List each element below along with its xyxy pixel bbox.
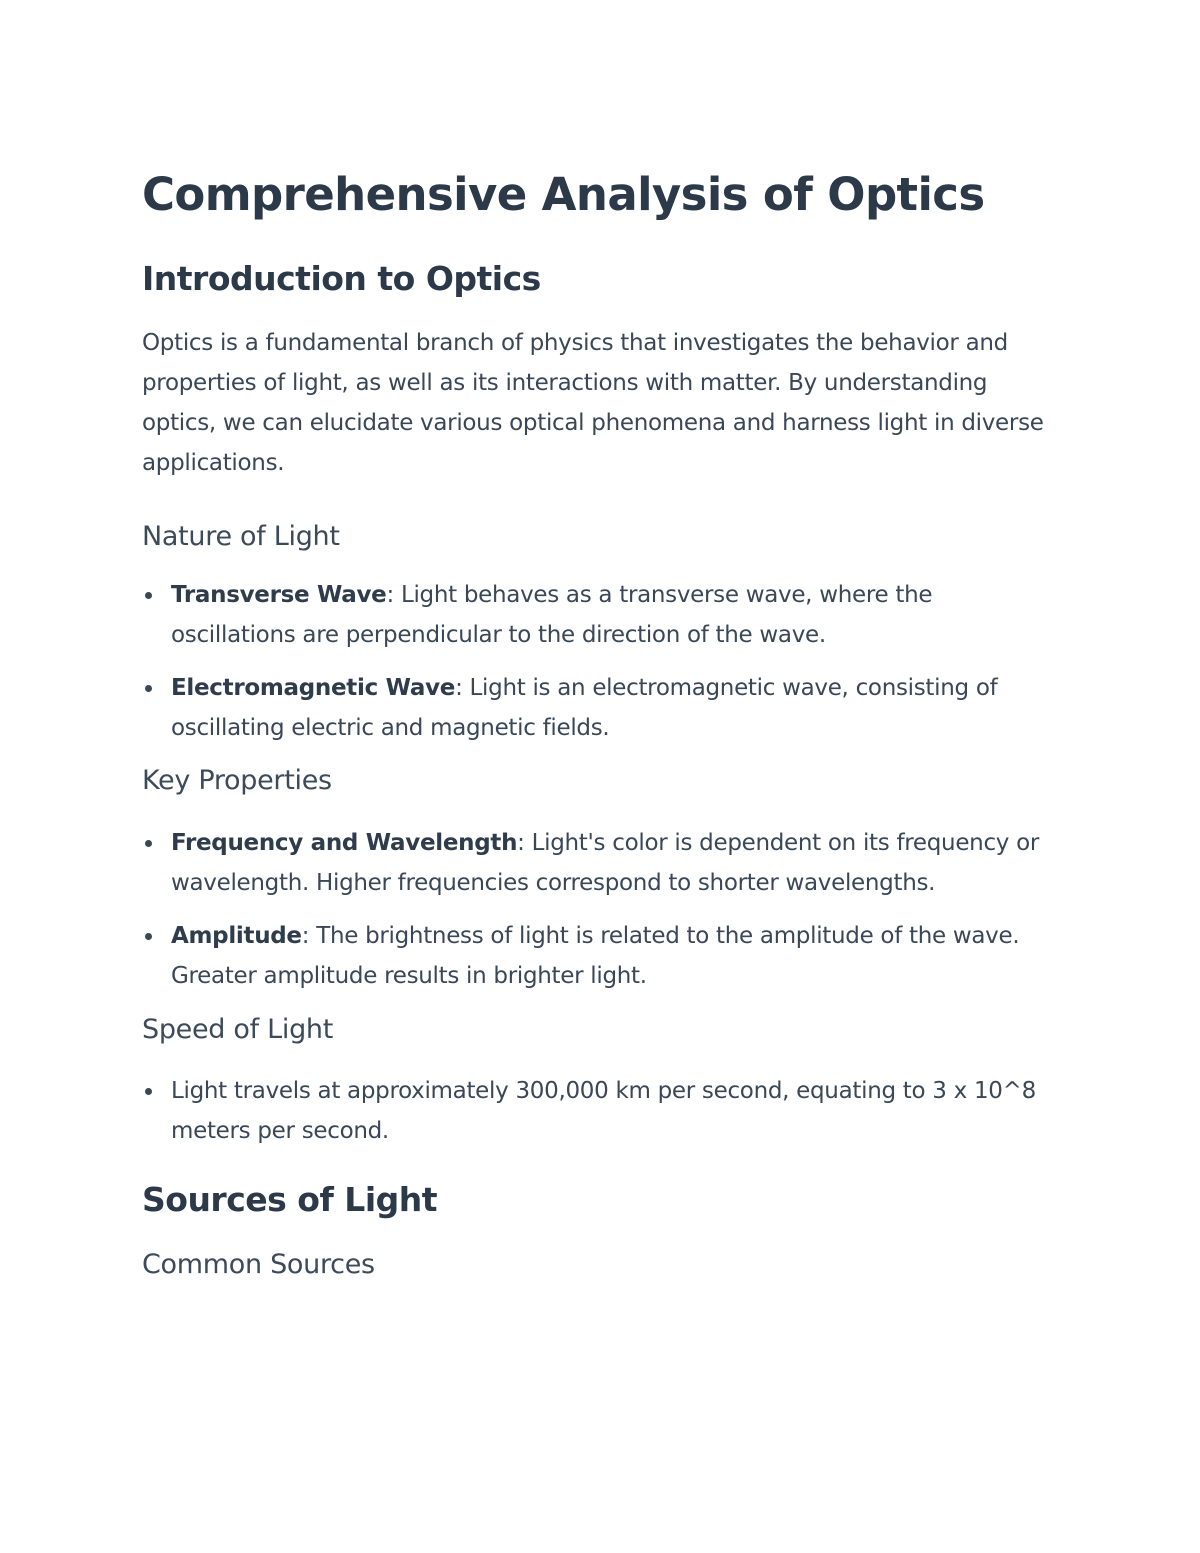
bullet-icon — [145, 685, 152, 692]
bullet-icon — [145, 592, 152, 599]
list-item — [171, 575, 1057, 655]
list-item-text: : Light behaves as a transverse wave, where the oscillations are perpendicular to the direction of the wave. — [171, 582, 933, 648]
list-item-text: : The brightness of light is related to the amplitude of the wave. Greater amplitude results in brighter light. — [171, 923, 1020, 989]
subsection-heading-common-sources: Common Sources — [142, 1249, 375, 1280]
subsection-heading-speed-of-light: Speed of Light — [142, 1014, 334, 1045]
list-item — [171, 916, 1057, 996]
list-item — [171, 668, 1057, 748]
list-item-term: Frequency and Wavelength — [171, 830, 518, 856]
key-properties-list — [142, 823, 1057, 996]
list-item-text: : Light is an electromagnetic wave, consisting of oscillating electric and magnetic fields. — [171, 675, 998, 741]
list-item-term: Transverse Wave — [171, 582, 387, 608]
list-item — [171, 1071, 1057, 1151]
bullet-icon — [145, 933, 152, 940]
document-title: Comprehensive Analysis of Optics — [142, 168, 985, 221]
speed-of-light-list — [142, 1071, 1057, 1151]
bullet-icon — [145, 840, 152, 847]
list-item-text: Light travels at approximately 300,000 km per second, equating to 3 x 10^8 meters per second. — [171, 1078, 1036, 1144]
section-heading-introduction: Introduction to Optics — [142, 259, 541, 298]
subsection-heading-nature-of-light: Nature of Light — [142, 521, 340, 552]
list-item-text: : Light's color is dependent on its frequency or wavelength. Higher frequencies correspond to shorter wavelengths. — [171, 830, 1040, 896]
subsection-heading-key-properties: Key Properties — [142, 765, 332, 796]
section-heading-sources-of-light: Sources of Light — [142, 1180, 438, 1219]
list-item-term: Electromagnetic Wave — [171, 675, 456, 701]
intro-paragraph: Optics is a fundamental branch of physics that investigates the behavior and properties of light, as well as its interactions with matter. By understanding optics, we can elucidate various optical phenomena and harness light in diverse applications. — [142, 330, 1044, 476]
bullet-icon — [145, 1088, 152, 1095]
document-content — [142, 168, 1057, 1282]
list-item — [171, 823, 1057, 903]
list-item-term: Amplitude — [171, 923, 302, 949]
nature-of-light-list — [142, 575, 1057, 748]
